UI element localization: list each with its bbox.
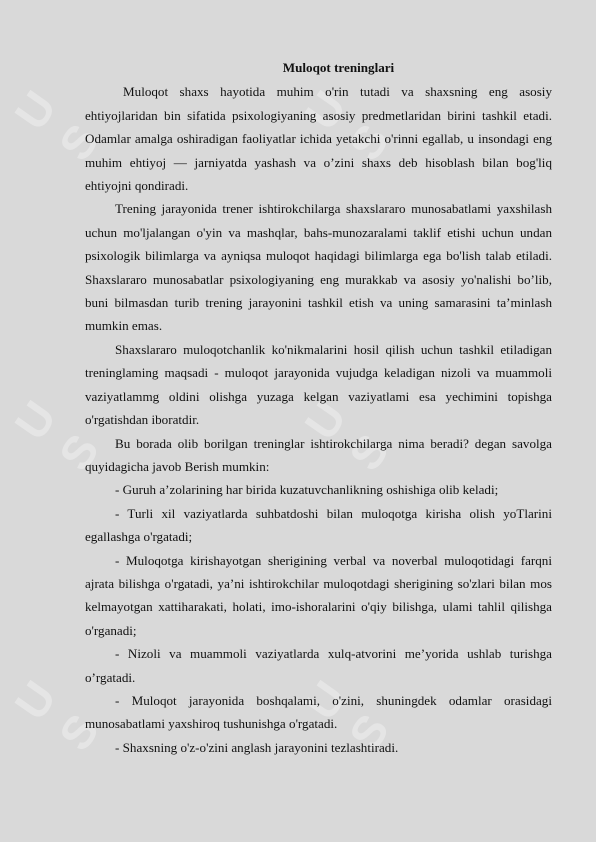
paragraph: Shaxslararo muloqotchanlik ko'nikmalarini hosil qilish uchun tashkil etiladigan treninglaming maqsadi - muloqot jarayonida vujudga keladigan nizoli va muammoli vaziyatlammg oldini olishga yuzaga kelgan vaziyatlami esa yechimini topishga o'rgatishdan iboratdir. (85, 341, 552, 428)
list-item: - Muloqotga kirishayotgan sherigining verbal va noverbal muloqotidagi farqni ajrata bilishga o'rgatadi, ya’ni ishtirokchilar muloqotdagi sherigining so'zlari bilan mos kelmayotgan xattiharakati, holati, imo-ishoralarini o'qiy bilishga, ulami tahlil qilishga o'rganadi; (85, 552, 552, 638)
list-item: - Turli xil vaziyatlarda suhbatdoshi bilan muloqotga kirisha olish yoTlarini egallashga o'rgatadi; (85, 505, 552, 545)
paragraph: Trening jarayonida trener ishtirokchilarga shaxslararo munosabatlami yaxshilash uchun mo'ljalangan o'yin va mashqlar, bahs-munozaralami taklif etishi uchun undan psixologik bilimlarga va ayniqsa muloqot haqidagi bilimlarga ega bo'lish talab etiladi. Shaxslararo munosabatlar psixologiyaning eng murakkab va asosiy yo'nalishi bo’lib, buni bilmasdan turib trening jarayonini tashkil etish va uning samarasini ta’minlash mumkin emas. (85, 201, 552, 334)
list-item: - Muloqot jarayonida boshqalami, o'zini, shuningdek odamlar orasidagi munosabatlami yaxshiroq tushunishga o'rgatadi. (85, 692, 552, 732)
watermark: U S (4, 668, 112, 760)
watermark: U S (294, 78, 402, 170)
paragraph: Bu borada olib borilgan treninglar ishtirokchilarga nima beradi? degan savolga quyidagicha javob Berish mumkin: (85, 435, 552, 474)
watermark: U S (294, 668, 402, 760)
page-title: Muloqot treninglari (282, 60, 395, 75)
list-item: - Nizoli va muammoli vaziyatlarda xulq-atvorini me’yorida ushlab turishga o’rgatadi. (85, 646, 552, 685)
watermark: U S (4, 78, 112, 170)
watermark: U S (4, 388, 112, 480)
document-body (85, 56, 552, 759)
list-item: - Shaxsning o'z-o'zini anglash jarayonini tezlashtiradi. (115, 739, 399, 755)
watermark: U S (294, 388, 402, 480)
paragraph: Muloqot shaxs hayotida muhim o'rin tutadi va shaxsning eng asosiy ehtiyojlaridan bin sifatida psixologiyaning asosiy predmetlaridan birini tashkil etadi. Odamlar amalga oshiradigan faoliyatlar ichida yetakchi o'rinni egallab, u insondagi eng muhim ehtiyoj — jarniyatda yashash va o’zini shaxs deb hisoblash bilan bog'liq ehtiyojni qondiradi. (85, 84, 552, 194)
list-item: - Guruh a’zolarining har birida kuzatuvchanlikning oshishiga olib keladi; (115, 482, 499, 498)
